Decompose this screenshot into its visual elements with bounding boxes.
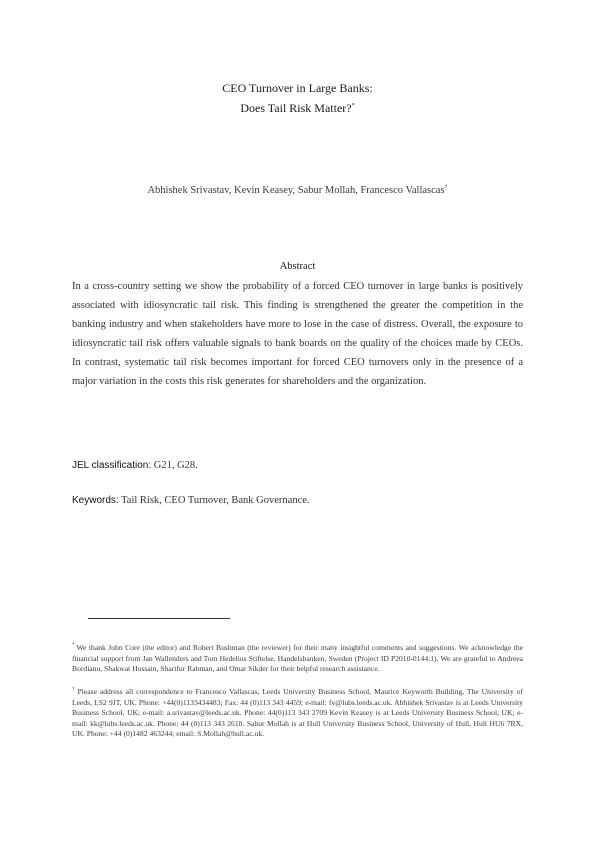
- author-footnote-mark: †: [444, 184, 448, 191]
- abstract-heading: Abstract: [279, 261, 316, 272]
- author-list: [0, 184, 595, 198]
- footnote-text: Please address all correspondence to Francesco Vallascas, Leeds University Business School, Maurice Keyworth Building, The University of Leeds, LS2 9JT, UK. Phone: +44(0)1133434483; Fax: 44 (0)113 343 4459; e-mail: fv@lubs.leeds.ac.uk. Abhishek Srivastav is at Leeds University Business School, UK; e-mail: a.srivastav@leeds.ac.uk. Phone: 44(0)113 343 2709 Kevin Keasey is at Leeds University Business School, UK; e-mail: kk@lubs.leeds.ac.uk. Phone: 44 (0)113 343 2618. Sabur Mollah is at Hull University Business School, University of Hull, Hull HU6 7RX, UK. Phone: +44 (0)1482 463244; email: S.Mollah@hull.ac.uk.: [72, 687, 523, 739]
- footnote-text: We thank John Core (the editor) and Robert Bushman (the reviewer) for their many insightful comments and suggestions. We acknowledge the financial support from Jan Wallenders and Tom Hedelius Stiftelse, Handelsbanken, Sweden (Project ID P2010-0144:1). We are grateful to Andreea Bordianu, Shakwat Hossain, Sharifur Rahman, and Omar Sikder for their helpful research assistance.: [72, 643, 523, 674]
- footnote-correspondence: [72, 687, 523, 740]
- footnote-mark: †: [72, 687, 76, 693]
- jel-codes: G21, G28.: [151, 460, 198, 471]
- paper-title-line2: [0, 98, 595, 118]
- footnote-separator: [88, 618, 230, 619]
- author-names: Abhishek Srivastav, Kevin Keasey, Sabur Mollah, Francesco Vallascas: [147, 185, 445, 196]
- footnote-acknowledgements: [72, 643, 523, 675]
- paper-title-line1: [0, 78, 595, 98]
- paper-title-text-line1: CEO Turnover in Large Banks:: [222, 81, 373, 95]
- keywords-list: Tail Risk, CEO Turnover, Bank Governance.: [118, 495, 310, 506]
- footnote-mark: *: [72, 643, 75, 649]
- abstract-body: In a cross-country setting we show the probability of a forced CEO turnover in large banks is positively associated with idiosyncratic tail risk. This finding is strengthened the greater the competition in the banking industry and when stakeholders have more to lose in the case of distress. Overall, the exposure to idiosyncratic tail risk offers valuable signals to bank boards on the quality of the choices made by CEOs. In contrast, systematic tail risk becomes important for forced CEO turnovers only in the presence of a major variation in the costs this risk generates for shareholders and the organization.: [72, 281, 523, 387]
- paper-title-text-line2: Does Tail Risk Matter?: [240, 101, 352, 115]
- keywords: [72, 494, 523, 508]
- title-footnote-mark: *: [351, 103, 355, 109]
- keywords-label: Keywords:: [72, 495, 119, 506]
- jel-classification: [72, 459, 523, 473]
- jel-label: JEL classification:: [72, 460, 152, 471]
